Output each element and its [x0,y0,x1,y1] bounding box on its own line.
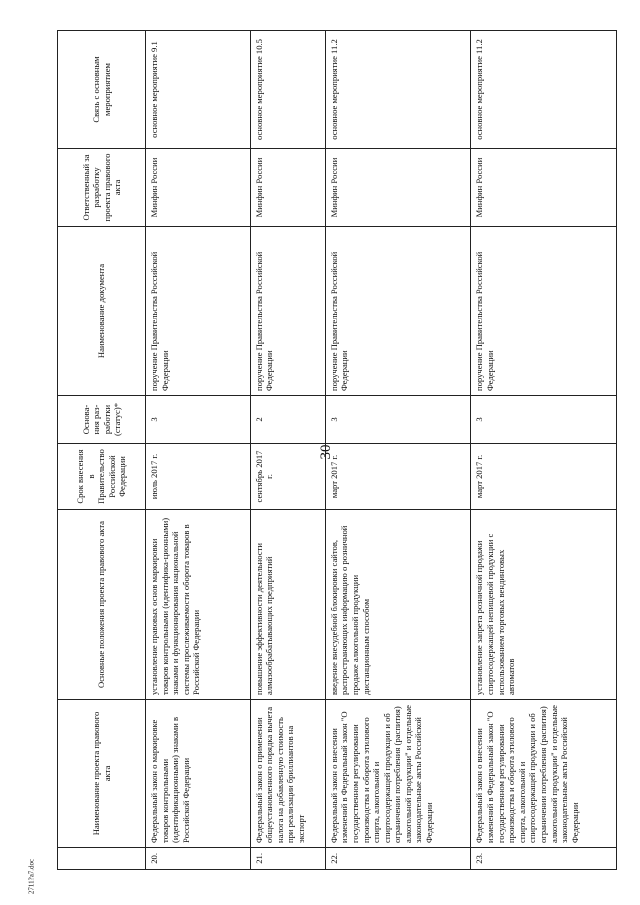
header-document: Наименование документа [58,227,146,396]
act-deadline: март 2017 г. [471,444,617,510]
act-name: Федеральный закон о маркировке товаров контрольными (идентификационными) знаками в Российской Федерации [146,700,251,848]
row-number: 22. [325,848,471,870]
act-link: основное мероприятие 9.1 [146,31,251,149]
row-number: 21. [250,848,325,870]
header-link: Связь с основным мероприятием [58,31,146,149]
act-provisions: введение внесудебной блокировки сайтов, распространяющих информацию о розничной продаже алкогольной продукции дистанционным способом [325,510,471,700]
page-number: 30 [318,444,334,460]
header-responsible: Ответственный за разработку проекта правового акта [58,149,146,227]
act-document: поручение Правительства Российской Федерации [325,227,471,396]
act-responsible: Минфин России [471,149,617,227]
act-name: Федеральный закон о применении общеустановленного порядка вычета налога на добавленную стоимость при реализации бриллиантов на экспорт [250,700,325,848]
act-provisions: повышение эффективности деятельности алмазообрабатывающих предприятий [250,510,325,700]
act-provisions: установление правовых основ маркировки товаров контрольными (идентифика-ционными) знаками и функционирования национальной системы прослеживаемости оборота товаров в Российской Федерации [146,510,251,700]
act-document: поручение Правительства Российской Федерации [250,227,325,396]
table-header-row [58,31,146,870]
act-deadline: июль 2017 г. [146,444,251,510]
header-act-name: Наименование проекта правового акта [58,700,146,848]
act-status: 2 [250,396,325,444]
act-status: 3 [325,396,471,444]
table-row [325,31,471,870]
header-num [58,848,146,870]
row-number: 20. [146,848,251,870]
act-link: основное мероприятие 11.2 [325,31,471,149]
act-provisions: установление запрета розничной продажи спиртосодержащей непищевой продукции с использованием торговых вендинговых автоматов [471,510,617,700]
row-number: 23. [471,848,617,870]
act-name: Федеральный закон о внесении изменений в Федеральный закон "О государственном регулировании производства и оборота этилового спирта, алкогольной и спиртосодержащей продукции и об ограничении потребления (распития) алкогольной продукции" и отдельные законодательные акты Российской Федерации [471,700,617,848]
table-row [471,31,617,870]
act-document: поручение Правительства Российской Федерации [146,227,251,396]
act-document: поручение Правительства Российской Федерации [471,227,617,396]
header-deadline: Срок внесения в Правительство Российской Федерации [58,444,146,510]
act-responsible: Минфин России [325,149,471,227]
table-row [250,31,325,870]
header-provisions: Основные положения проекта правового акта [58,510,146,700]
act-deadline: сентябрь 2017 г. [250,444,325,510]
act-status: 3 [471,396,617,444]
act-responsible: Минфин России [250,149,325,227]
act-deadline: март 2017 г. [325,444,471,510]
legal-acts-table [57,30,617,870]
act-name: Федеральный закон о внесении изменений в Федеральный закон "О государственном регулировании производства и оборота этилового спирта, алкогольной и спиртосодержащей продукции и об ограничении потребления (распития) алкогольной продукции" и отдельные законодательные акты Российской Федерации [325,700,471,848]
rotated-table-container [57,31,617,870]
file-name-footer: 2711?a7.doc [27,858,36,895]
act-responsible: Минфин России [146,149,251,227]
act-link: основное мероприятие 10.5 [250,31,325,149]
header-status: Основа-ния раз-работки (статус)* [58,396,146,444]
table-row [146,31,251,870]
act-link: основное мероприятие 11.2 [471,31,617,149]
act-status: 3 [146,396,251,444]
